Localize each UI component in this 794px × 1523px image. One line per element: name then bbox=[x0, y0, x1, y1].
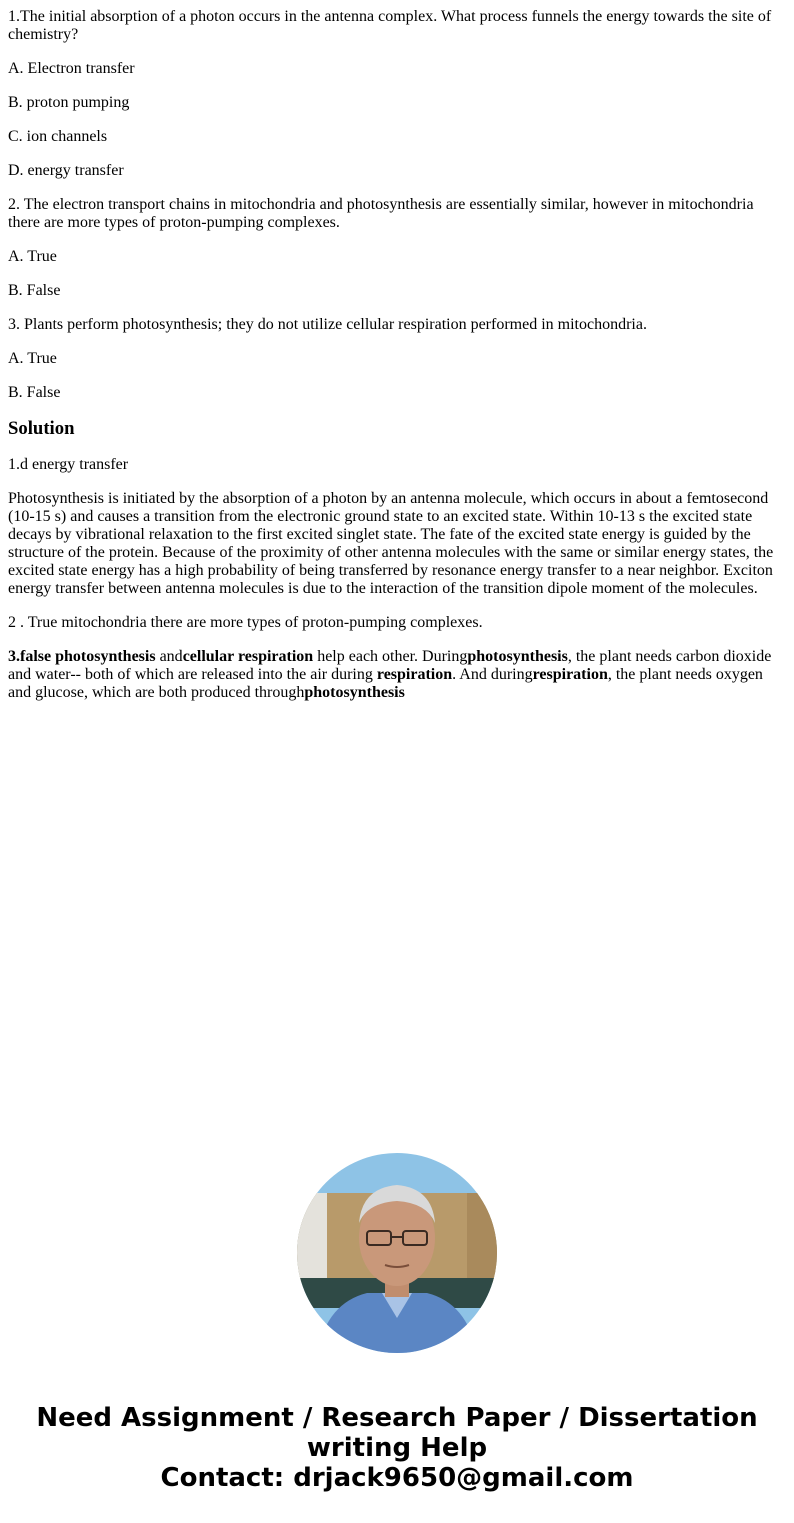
option-b: B. False bbox=[8, 384, 61, 401]
footer-contact: Contact: drjack9650@gmail.com bbox=[160, 1463, 634, 1493]
answer-1: 1.d energy transfer bbox=[8, 456, 129, 473]
answer-3-part: respiration bbox=[532, 666, 608, 683]
answer-3-part: respiration bbox=[376, 666, 453, 683]
question-2 bbox=[8, 196, 778, 300]
option-c: C. ion channels bbox=[8, 128, 108, 145]
answer-3-part: and bbox=[155, 648, 183, 665]
question-text: 2. The electron transport chains in mitochondria and photosynthesis are essentially similar, however in mitochondria there are more types of proton-pumping complexes. bbox=[8, 196, 754, 231]
answer-3-part: help each other. During bbox=[313, 648, 468, 665]
explanation-1: Photosynthesis is initiated by the absorption of a photon by an antenna molecule, which occurs in about a femtosecond (10-15 s) and causes a transition from the electronic ground state to an excited state. Within 10-13 s the excited state decays by vibrational relaxation to the first excited singlet state. The fate of the excited state energy is guided by the structure of the protein. Because of the proximity of other antenna molecules with the same or similar energy states, the excited state energy has a high probability of being transferred by resonance energy transfer to a near neighbor. Exciton energy transfer between antenna molecules is due to the interaction of the transition dipole moment of the molecules. bbox=[8, 490, 774, 597]
answer-3-part: 3.false photosynthesis bbox=[8, 648, 156, 665]
footer-banner bbox=[0, 1403, 794, 1493]
option-d: D. energy transfer bbox=[8, 162, 124, 179]
answer-3-part: , the plant needs oxygen and glucose, which are both produced through bbox=[8, 666, 763, 701]
option-b: B. False bbox=[8, 282, 61, 299]
answer-3-part: cellular respiration bbox=[182, 648, 314, 665]
answer-2: 2 . True mitochondria there are more types of proton-pumping complexes. bbox=[8, 614, 483, 631]
answer-3-part: . And during bbox=[452, 666, 533, 683]
answer-3 bbox=[8, 648, 778, 702]
author-avatar bbox=[297, 1153, 497, 1353]
footer-line-1: Need Assignment / Research Paper / Dissertation bbox=[36, 1403, 758, 1433]
question-text: 3. Plants perform photosynthesis; they do not utilize cellular respiration performed in mitochondria. bbox=[8, 316, 647, 333]
answer-3-part: photosynthesis bbox=[467, 648, 568, 665]
question-1 bbox=[8, 8, 778, 180]
option-a: A. Electron transfer bbox=[8, 60, 135, 77]
answer-3-part: photosynthesis bbox=[304, 684, 405, 701]
option-a: A. True bbox=[8, 350, 57, 367]
option-a: A. True bbox=[8, 248, 57, 265]
question-text: 1.The initial absorption of a photon occurs in the antenna complex. What process funnels the energy towards the site of chemistry? bbox=[8, 8, 772, 43]
question-3 bbox=[8, 316, 778, 402]
solution-heading: Solution bbox=[8, 418, 75, 439]
option-b: B. proton pumping bbox=[8, 94, 130, 111]
footer-line-2: writing Help bbox=[306, 1433, 488, 1463]
avatar-portrait bbox=[297, 1153, 497, 1353]
answer-3-part: , the plant needs carbon dioxide and water-- both of which are released into the air during bbox=[8, 648, 772, 683]
document-body bbox=[8, 8, 778, 718]
